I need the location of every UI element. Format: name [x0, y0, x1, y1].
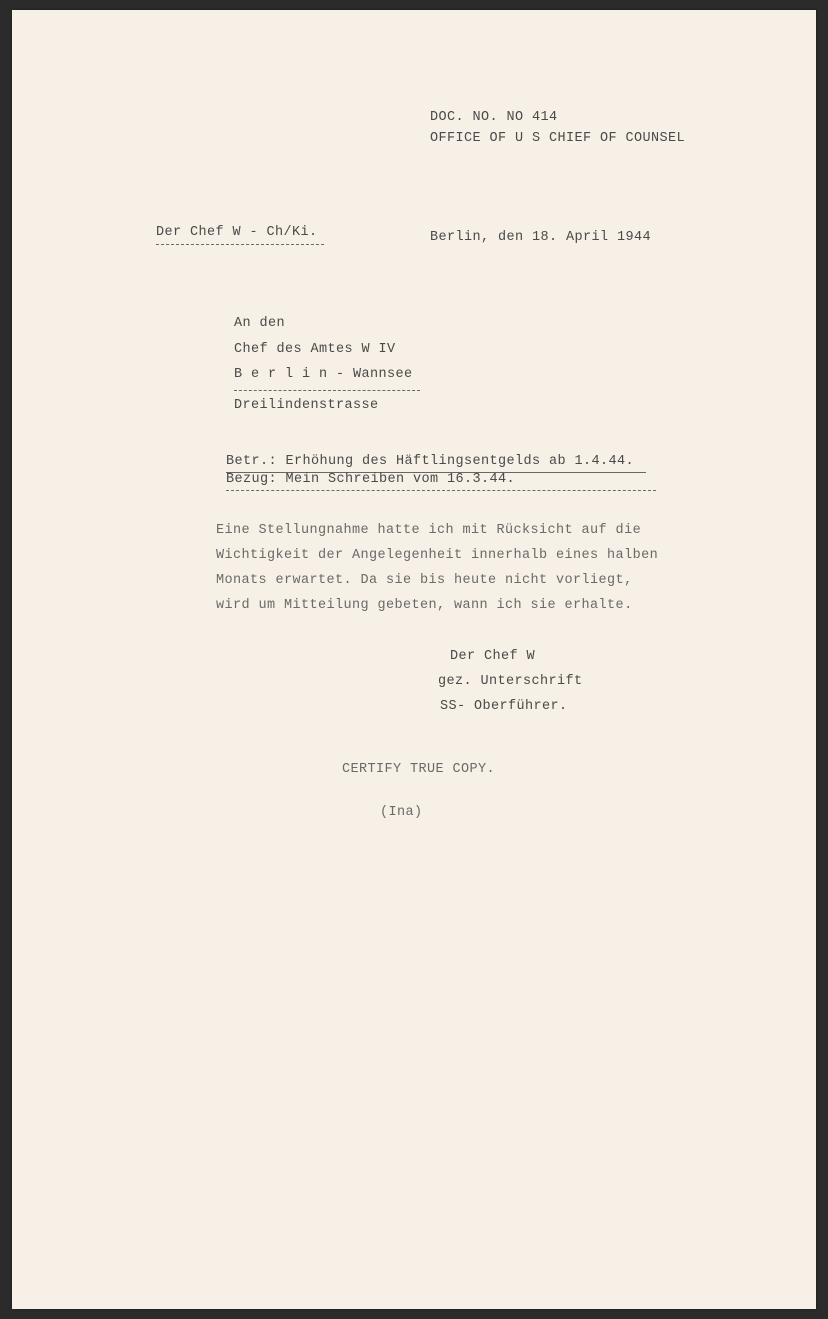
subject-betr: Betr.: Erhöhung des Häftlingsentgelds ab 1.4.44.: [226, 454, 635, 469]
signature-signed: gez. Unterschrift: [438, 674, 583, 689]
body-line-2: Wichtigkeit der Angelegenheit innerhalb eines halben: [216, 548, 659, 563]
sender-reference-underline: [156, 244, 324, 245]
body-line-4: wird um Mitteilung gebeten, wann ich sie erhalte.: [216, 598, 633, 613]
address-line-3: B e r l i n - Wannsee: [234, 367, 413, 382]
doc-number: DOC. NO. NO 414: [430, 110, 558, 125]
subject-bezug-underline: [226, 490, 656, 491]
address-line-1: An den: [234, 316, 286, 331]
sender-reference: Der Chef W - Ch/Ki.: [156, 225, 318, 240]
place-date: Berlin, den 18. April 1944: [430, 230, 652, 245]
signature-title: Der Chef W: [450, 649, 536, 664]
address-line-2: Chef des Amtes W IV: [234, 342, 396, 357]
address-city-underline: [234, 390, 420, 391]
certification-text: CERTIFY TRUE COPY.: [342, 762, 496, 777]
document-page: [12, 10, 816, 1309]
certification-initials: (Ina): [380, 805, 423, 820]
subject-bezug: Bezug: Mein Schreiben vom 16.3.44.: [226, 472, 516, 487]
signature-rank: SS- Oberführer.: [440, 699, 568, 714]
office-heading: OFFICE OF U S CHIEF OF COUNSEL: [430, 131, 686, 146]
body-line-3: Monats erwartet. Da sie bis heute nicht vorliegt,: [216, 573, 633, 588]
body-line-1: Eine Stellungnahme hatte ich mit Rücksicht auf die: [216, 523, 642, 538]
address-line-4: Dreilindenstrasse: [234, 398, 379, 413]
